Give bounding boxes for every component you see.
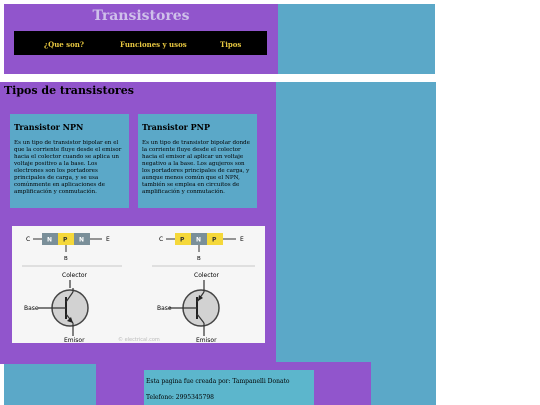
pnp-c-label: C [159, 236, 164, 243]
footer-credit: Esta pagina fue creada por: Tampanelli Donato [146, 378, 290, 385]
card-pnp-title: Transistor PNP [142, 122, 211, 132]
npn-collector-label: Colector [62, 272, 88, 279]
npn-layer-2-label: P [63, 236, 68, 244]
pnp-collector-label: Colector [194, 272, 220, 279]
pnp-b-label: B [197, 256, 201, 262]
pnp-block [152, 233, 255, 343]
card-npn-title: Transistor NPN [14, 122, 84, 132]
transistor-diagram-svg [12, 226, 265, 343]
npn-base-label: Base [24, 305, 39, 312]
bottom-left-panel [4, 364, 96, 405]
diagram-watermark: © electrical.com [118, 337, 160, 343]
nav-bar [14, 31, 267, 55]
npn-c-label: C [26, 236, 31, 243]
footer-phone: Telefono: 2995345798 [146, 394, 214, 401]
npn-layer-3-label: N [79, 236, 85, 244]
card-npn-text: Es un tipo de transistor bipolar en el que la corriente fluye desde el emisor hacia el colector cuando se aplica un voltaje positivo a la base. Los electrones son los portadores principales de carga, y se usa comúnmente en aplicaciones de amplificación y conmutación. [14, 140, 122, 195]
npn-e-label: E [106, 236, 110, 243]
pnp-e-label: E [240, 236, 244, 243]
page-footer [144, 370, 314, 405]
card-npn [10, 114, 129, 208]
npn-emitter-label: Emisor [64, 337, 85, 343]
header-side-panel [278, 4, 435, 74]
pnp-layer-3-label: P [212, 236, 217, 244]
page-header [4, 4, 278, 74]
pnp-base-label: Base [157, 305, 172, 312]
nav-link-que-son[interactable]: ¿Que son? [44, 40, 84, 49]
pnp-layer-1-label: P [180, 236, 185, 244]
pnp-layer-2-label: N [196, 236, 202, 244]
site-title: Transistores [92, 8, 190, 24]
pnp-emitter-label: Emisor [196, 337, 217, 343]
nav-link-funciones[interactable]: Funciones y usos [120, 40, 187, 49]
transistor-diagram [12, 226, 265, 343]
card-pnp [138, 114, 257, 208]
nav-link-tipos[interactable]: Tipos [220, 40, 242, 49]
npn-block [22, 233, 122, 343]
main-side-panel [276, 82, 436, 405]
section-title: Tipos de transistores [4, 84, 134, 97]
npn-b-label: B [64, 256, 68, 262]
card-pnp-text: Es un tipo de transistor bipolar donde la corriente fluye desde el colector hacia el emisor al aplicar un voltaje negativo a la base. Los agujeros son los portadores principales de carga, y aunque menos común que el NPN, también se emplea en circuitos de amplificación y conmutación. [142, 140, 250, 195]
main-section [0, 82, 276, 364]
npn-layer-1-label: N [47, 236, 53, 244]
